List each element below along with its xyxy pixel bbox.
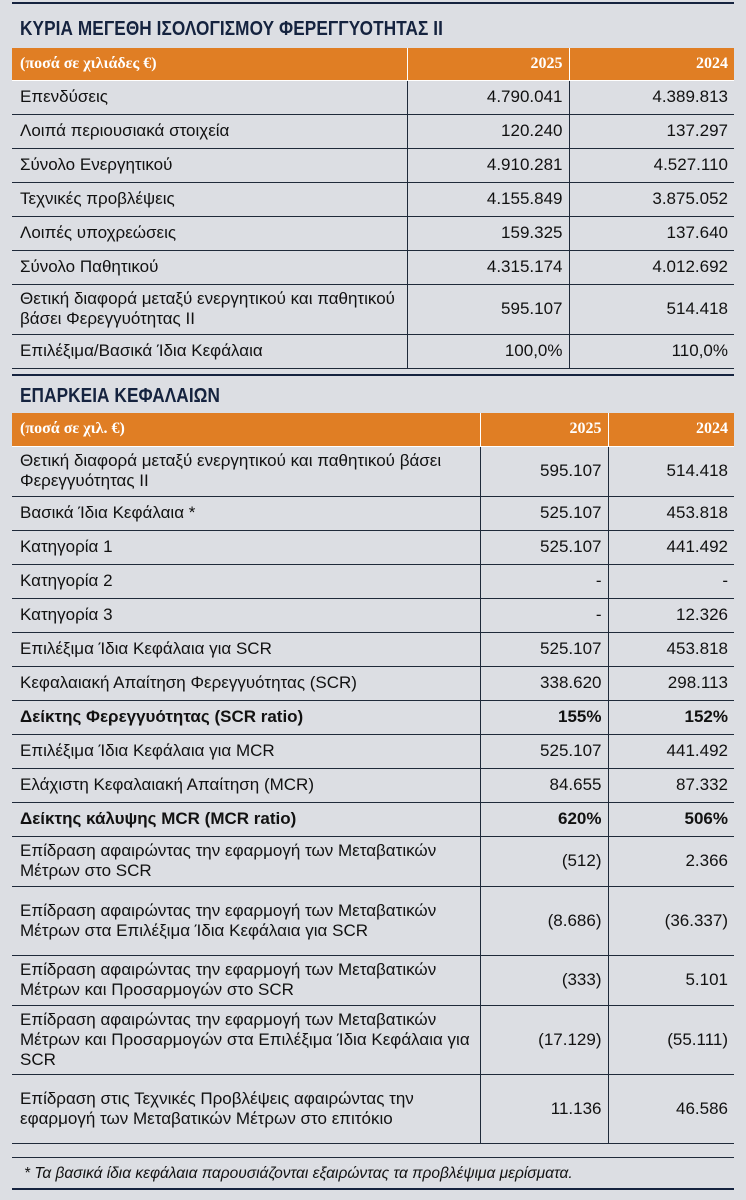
table-row: [12, 564, 734, 598]
table-row: [12, 836, 734, 886]
row-label: Σύνολο Παθητικού: [12, 250, 407, 284]
table-row: [12, 1005, 734, 1074]
footnote: * Τα βασικά ίδια κεφάλαια παρουσιάζονται εξαιρώντας τα προβλέψιμα μερίσματα.: [12, 1157, 734, 1188]
row-label: Δείκτης κάλυψης MCR (MCR ratio): [12, 802, 480, 836]
value-2025: 525.107: [480, 530, 608, 564]
row-label: Βασικά Ίδια Κεφάλαια *: [12, 496, 480, 530]
row-label: Κατηγορία 1: [12, 530, 480, 564]
value-2024: 4.389.813: [569, 80, 734, 114]
table-header-row: [12, 413, 734, 446]
header-year-2025: 2025: [407, 48, 569, 80]
value-2025: 120.240: [407, 114, 569, 148]
row-label: Επίδραση αφαιρώντας την εφαρμογή των Μεταβατικών Μέτρων στο SCR: [12, 836, 480, 886]
row-label: Επίδραση αφαιρώντας την εφαρμογή των Μεταβατικών Μέτρων στα Επιλέξιμα Ίδια Κεφάλαια για SCR: [12, 886, 480, 955]
header-year-2025: 2025: [480, 413, 608, 446]
table-row: [12, 334, 734, 368]
row-label: Επενδύσεις: [12, 80, 407, 114]
row-label: Λοιπές υποχρεώσεις: [12, 216, 407, 250]
table-row: [12, 734, 734, 768]
value-2025: 595.107: [407, 284, 569, 334]
capital-adequacy-table: [12, 413, 734, 1144]
balance-sheet-table: [12, 48, 734, 369]
value-2024: 506%: [608, 802, 734, 836]
value-2024: 441.492: [608, 530, 734, 564]
row-label: Θετική διαφορά μεταξύ ενεργητικού και παθητικού βάσει Φερεγγυότητας ΙΙ: [12, 446, 480, 496]
table-row: [12, 598, 734, 632]
value-2024: 441.492: [608, 734, 734, 768]
row-label: Επιλέξιμα/Βασικά Ίδια Κεφάλαια: [12, 334, 407, 368]
value-2025: 159.325: [407, 216, 569, 250]
value-2025: (333): [480, 955, 608, 1005]
value-2024: 46.586: [608, 1074, 734, 1143]
value-2024: 514.418: [569, 284, 734, 334]
value-2024: 453.818: [608, 496, 734, 530]
row-label: Κατηγορία 2: [12, 564, 480, 598]
table-row: [12, 446, 734, 496]
table-row: [12, 250, 734, 284]
table-row: [12, 80, 734, 114]
table-row-highlight: [12, 700, 734, 734]
header-units-label: (ποσά σε χιλ. €): [12, 413, 480, 446]
table-row: [12, 114, 734, 148]
row-label: Κεφαλαιακή Απαίτηση Φερεγγυότητας (SCR): [12, 666, 480, 700]
table-row: [12, 284, 734, 334]
value-2025: (512): [480, 836, 608, 886]
row-label: Δείκτης Φερεγγυότητας (SCR ratio): [12, 700, 480, 734]
value-2025: (8.686): [480, 886, 608, 955]
value-2025: 525.107: [480, 632, 608, 666]
table-row-highlight: [12, 802, 734, 836]
table-row: [12, 1074, 734, 1143]
value-2024: 87.332: [608, 768, 734, 802]
value-2025: -: [480, 564, 608, 598]
table-header-row: [12, 48, 734, 80]
value-2025: 620%: [480, 802, 608, 836]
section2-rule: [12, 374, 734, 376]
table-row: [12, 955, 734, 1005]
value-2025: 4.910.281: [407, 148, 569, 182]
table-row: [12, 530, 734, 564]
value-2024: 298.113: [608, 666, 734, 700]
row-label: Θετική διαφορά μεταξύ ενεργητικού και παθητικού βάσει Φερεγγυότητας ΙΙ: [12, 284, 407, 334]
value-2024: 137.640: [569, 216, 734, 250]
table-row: [12, 148, 734, 182]
table-row: [12, 216, 734, 250]
value-2024: (36.337): [608, 886, 734, 955]
value-2024: 453.818: [608, 632, 734, 666]
value-2025: 155%: [480, 700, 608, 734]
header-units-label: (ποσά σε χιλιάδες €): [12, 48, 407, 80]
section2-title: ΕΠΑΡΚΕΙΑ ΚΕΦΑΛΑΙΩΝ: [20, 385, 221, 407]
section1-title: ΚΥΡΙΑ ΜΕΓΕΘΗ ΙΣΟΛΟΓΙΣΜΟΥ ΦΕΡΕΓΓΥΟΤΗΤΑΣ ΙΙ: [20, 18, 444, 40]
value-2025: 525.107: [480, 734, 608, 768]
row-label: Επίδραση αφαιρώντας την εφαρμογή των Μεταβατικών Μέτρων και Προσαρμογών στο SCR: [12, 955, 480, 1005]
value-2025: (17.129): [480, 1005, 608, 1074]
row-label: Επιλέξιμα Ίδια Κεφάλαια για MCR: [12, 734, 480, 768]
value-2025: -: [480, 598, 608, 632]
value-2025: 4.315.174: [407, 250, 569, 284]
row-label: Επίδραση στις Τεχνικές Προβλέψεις αφαιρώντας την εφαρμογή των Μεταβατικών Μέτρων στο επιτόκιο: [12, 1074, 480, 1143]
value-2024: 12.326: [608, 598, 734, 632]
value-2025: 100,0%: [407, 334, 569, 368]
value-2024: 5.101: [608, 955, 734, 1005]
table-row: [12, 182, 734, 216]
value-2024: 4.527.110: [569, 148, 734, 182]
value-2025: 338.620: [480, 666, 608, 700]
row-label: Κατηγορία 3: [12, 598, 480, 632]
row-label: Ελάχιστη Κεφαλαιακή Απαίτηση (MCR): [12, 768, 480, 802]
value-2025: 4.155.849: [407, 182, 569, 216]
value-2025: 11.136: [480, 1074, 608, 1143]
table-row: [12, 768, 734, 802]
value-2024: 514.418: [608, 446, 734, 496]
header-year-2024: 2024: [569, 48, 734, 80]
table-row: [12, 496, 734, 530]
row-label: Τεχνικές προβλέψεις: [12, 182, 407, 216]
value-2024: 2.366: [608, 836, 734, 886]
row-label: Επιλέξιμα Ίδια Κεφάλαια για SCR: [12, 632, 480, 666]
table-row: [12, 632, 734, 666]
row-label: Σύνολο Ενεργητικού: [12, 148, 407, 182]
table-row: [12, 666, 734, 700]
value-2024: 3.875.052: [569, 182, 734, 216]
header-year-2024: 2024: [608, 413, 734, 446]
value-2024: (55.111): [608, 1005, 734, 1074]
value-2024: 137.297: [569, 114, 734, 148]
value-2025: 4.790.041: [407, 80, 569, 114]
value-2024: 152%: [608, 700, 734, 734]
value-2024: 4.012.692: [569, 250, 734, 284]
row-label: Επίδραση αφαιρώντας την εφαρμογή των Μεταβατικών Μέτρων και Προσαρμογών στα Επιλέξιμα Ίδια Κεφάλαια για SCR: [12, 1005, 480, 1074]
top-rule: [12, 2, 734, 4]
value-2025: 595.107: [480, 446, 608, 496]
value-2025: 84.655: [480, 768, 608, 802]
table-row: [12, 886, 734, 955]
bottom-rule: [12, 1188, 734, 1190]
value-2024: -: [608, 564, 734, 598]
value-2025: 525.107: [480, 496, 608, 530]
row-label: Λοιπά περιουσιακά στοιχεία: [12, 114, 407, 148]
value-2024: 110,0%: [569, 334, 734, 368]
